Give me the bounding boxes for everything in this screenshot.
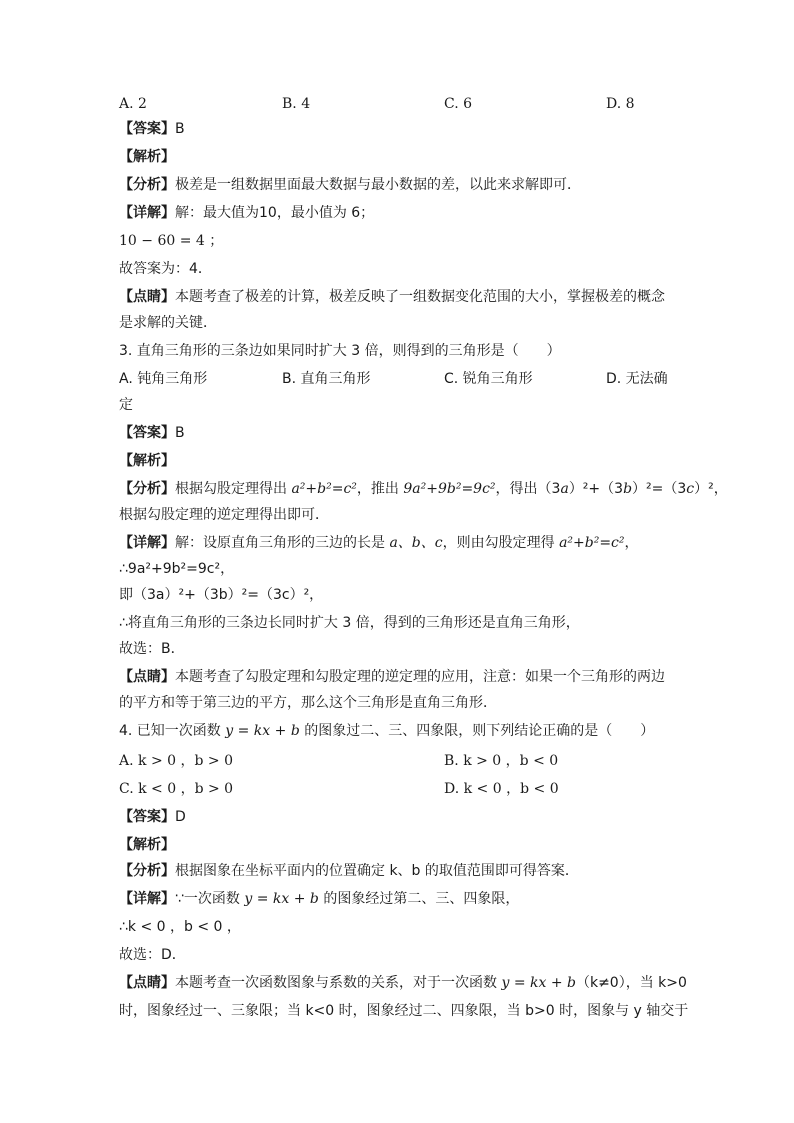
- q3-option-d-wrap: 定: [119, 397, 133, 413]
- q2-option-a: A. 2: [119, 96, 147, 112]
- q2-analysis-heading: 【解析】: [119, 149, 175, 165]
- q2-calc: 10 − 60 = 4 ；: [119, 233, 224, 249]
- q3-dianjing: 【点睛】本题考查了勾股定理和勾股定理的逆定理的应用，注意：如果一个三角形的两边: [119, 669, 665, 685]
- q4-dianjing: 【点睛】本题考查一次函数图象与系数的关系，对于一次函数 y = kx + b（k≠0），当 k>0: [119, 975, 687, 991]
- q3-step-1: ∴9a²+9b²=9c²，: [119, 561, 235, 577]
- q4-stem: 4. 已知一次函数 y = kx + b 的图象过二、三、四象限，则下列结论正确的是（ ）: [119, 723, 655, 739]
- q3-fenxi: 【分析】根据勾股定理得出 a²+b²=c²，推出 9a²+9b²=9c²，得出（3a）²+（3b）²=（3c）²，: [119, 481, 728, 497]
- q4-option-d: D. k < 0 ，b < 0: [444, 781, 559, 797]
- q2-dianjing-cont: 是求解的关键．: [119, 315, 217, 331]
- q4-option-c: C. k < 0 ，b > 0: [119, 781, 234, 797]
- q2-answer: 【答案】B: [119, 121, 185, 137]
- q3-analysis-heading: 【解析】: [119, 453, 175, 469]
- q3-option-c: C. 锐角三角形: [444, 371, 533, 387]
- q3-stem: 3. 直角三角形的三条边如果同时扩大 3 倍，则得到的三角形是（ ）: [119, 343, 561, 359]
- q4-answer: 【答案】D: [119, 809, 186, 825]
- q3-xiangjie: 【详解】解：设原直角三角形的三边的长是 a、b、c，则由勾股定理得 a²+b²=c²，: [119, 535, 639, 551]
- q3-conclusion: 故选：B．: [119, 641, 185, 657]
- q3-dianjing-cont: 的平方和等于第三边的平方，那么这个三角形是直角三角形．: [119, 695, 497, 711]
- q2-option-d: D. 8: [606, 96, 635, 112]
- q3-option-d: D. 无法确: [606, 371, 668, 387]
- q3-step-3: ∴将直角三角形的三条边长同时扩大 3 倍，得到的三角形还是直角三角形，: [119, 615, 580, 631]
- q3-option-b: B. 直角三角形: [282, 371, 371, 387]
- q4-xiangjie: 【详解】∵一次函数 y = kx + b 的图象经过第二、三、四象限，: [119, 891, 520, 907]
- q4-dianjing-cont: 时，图象经过一、三象限；当 k<0 时，图象经过二、四象限，当 b>0 时，图象与 y 轴交于: [119, 1003, 689, 1019]
- q2-conclusion: 故答案为：4．: [119, 261, 212, 277]
- q4-step-1: ∴k < 0 ，b < 0 ，: [119, 919, 241, 935]
- q4-option-a: A. k > 0 ，b > 0: [119, 753, 233, 769]
- q2-xiangjie: 【详解】解：最大值为10，最小值为 6；: [119, 205, 375, 221]
- q2-option-b: B. 4: [282, 96, 311, 112]
- q4-option-b: B. k > 0 ，b < 0: [444, 753, 559, 769]
- q3-answer: 【答案】B: [119, 425, 185, 441]
- q3-step-2: 即（3a）²+（3b）²=（3c）²，: [119, 587, 324, 603]
- q3-fenxi-cont: 根据勾股定理的逆定理得出即可．: [119, 507, 329, 523]
- q2-fenxi: 【分析】极差是一组数据里面最大数据与最小数据的差，以此来求解即可．: [119, 177, 581, 193]
- q4-conclusion: 故选：D．: [119, 947, 186, 963]
- q3-option-a: A. 钝角三角形: [119, 371, 208, 387]
- q2-dianjing: 【点睛】本题考查了极差的计算，极差反映了一组数据变化范围的大小，掌握极差的概念: [119, 289, 665, 305]
- q4-analysis-heading: 【解析】: [119, 837, 175, 853]
- q2-option-c: C. 6: [444, 96, 473, 112]
- q4-fenxi: 【分析】根据图象在坐标平面内的位置确定 k、b 的取值范围即可得答案．: [119, 863, 579, 879]
